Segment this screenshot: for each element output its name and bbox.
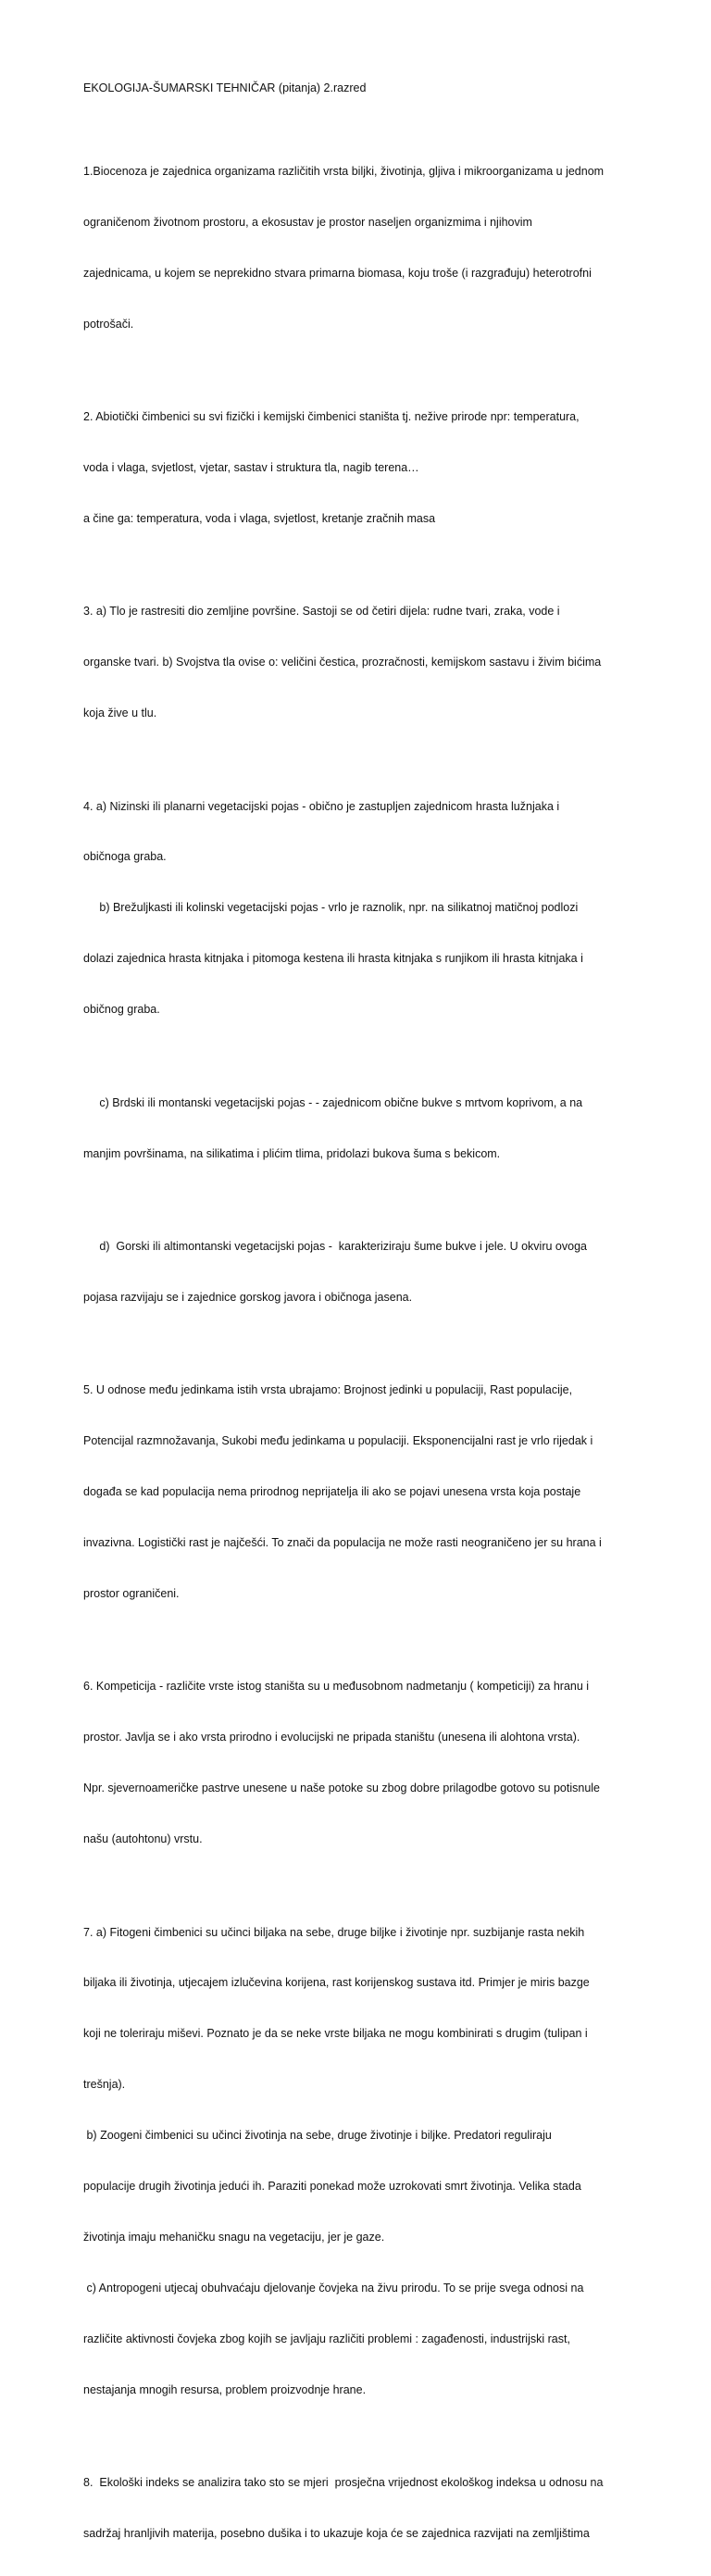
text-line: običnoga graba. (83, 850, 167, 864)
text-line: d) Gorski ili altimontanski vegetacijski pojas - karakteriziraju šume bukve i jele. U okviru ovoga (83, 1240, 587, 1253)
text-line: 1.Biocenoza je zajednica organizama različitih vrsta biljki, životinja, gljiva i mikroorganizama u jednom (83, 164, 605, 178)
text-line: zajednicama, u kojem se neprekidno stvara primarna biomasa, koju troše (i razgrađuju) heterotrofni (83, 266, 592, 280)
text-line: populacije drugih životinja jedući ih. Paraziti ponekad može uzrokovati smrt životinja. Velika stada (83, 2180, 581, 2194)
text-line: c) Brdski ili montanski vegetacijski pojas - - zajednicom obične bukve s mrtvom koprivom, a na (83, 1095, 583, 1109)
text-line: 8. Ekološki indeks se analizira tako sto se mjeri prosječna vrijednost ekološkog indeksa u odnosu na (83, 2476, 604, 2490)
text-line: b) Brežuljkasti ili kolinski vegetacijski pojas - vrlo je raznolik, npr. na silikatnoj matičnoj podlozi (83, 901, 579, 915)
text-line: 4. a) Nizinski ili planarni vegetacijski pojas - obično je zastupljen zajednicom hrasta lužnjaka i (83, 799, 560, 813)
paragraph-4 (83, 764, 628, 1052)
paragraph-5 (83, 1348, 628, 1636)
text-line: nestajanja mnogih resursa, problem proizvodnje hrane. (83, 2382, 367, 2396)
text-line: trešnja). (83, 2078, 126, 2092)
text-line: sadržaj hranljivih materija, posebno dušika i to ukazuje koja će se zajednica razvijati na zemljištima (83, 2526, 590, 2540)
text-line: različite aktivnosti čovjeka zbog kojih se javljaju različiti problemi : zagađenosti, industrijski rast, (83, 2332, 570, 2345)
text-line: prostor. Javlja se i ako vrsta prirodno i evolucijski ne pripada staništu (unesena ili alohtona vrsta). (83, 1731, 580, 1744)
text-line: manjim površinama, na silikatima i plićim tlima, pridolazi bukova šuma s bekicom. (83, 1146, 501, 1160)
text-line: običnog graba. (83, 1003, 160, 1017)
text-line: Potencijal razmnožavanja, Sukobi među jedinkama u populaciji. Eksponencijalni rast je vrlo rijedak i (83, 1434, 593, 1448)
text-line: c) Antropogeni utjecaj obuhvaćaju djelovanje čovjeka na živu prirodu. To se prije svega odnosi na (83, 2281, 584, 2295)
text-line: biljaka ili životinja, utjecajem izlučevina korijena, rast korijenskog sustava itd. Primjer je miris bazge (83, 1976, 590, 1990)
text-line: 7. a) Fitogeni čimbenici su učinci biljaka na sebe, druge biljke i životinje npr. suzbijanje rasta nekih (83, 1925, 585, 1939)
text-line: organske tvari. b) Svojstva tla ovise o: veličini čestica, prozračnosti, kemijskom sastavu i živim bićima (83, 656, 602, 669)
paragraph-2 (83, 374, 628, 560)
paragraph-3 (83, 569, 628, 756)
text-line: koja žive u tlu. (83, 707, 157, 720)
text-line: događa se kad populacija nema prirodnog neprijatelja ili ako se pojavi unesena vrsta koja postaje (83, 1485, 581, 1499)
paragraph-1 (83, 129, 628, 366)
paragraph-8 (83, 2440, 628, 2575)
document-title: EKOLOGIJA-ŠUMARSKI TEHNIČAR (pitanja) 2.razred (83, 81, 367, 94)
paragraph-4d (83, 1204, 628, 1339)
text-line: 2. Abiotički čimbenici su svi fizički i kemijski čimbenici staništa tj. nežive prirode npr: temperatura, (83, 410, 580, 424)
text-line: životinja imaju mehaničku snagu na vegetaciju, jer je gaze. (83, 2230, 385, 2244)
text-line: 6. Kompeticija - različite vrste istog staništa su u međusobnom nadmetanju ( kompeticiji) za hranu i (83, 1680, 590, 1694)
text-line: potrošači. (83, 317, 134, 331)
text-line: koji ne toleriraju miševi. Poznato je da se neke vrste biljaka ne mogu kombinirati s drugim (tulipan i (83, 2027, 588, 2041)
text-line: ograničenom životnom prostoru, a ekosustav je prostor naseljen organizmima i njihovim (83, 215, 532, 229)
text-line: Npr. sjevernoameričke pastrve unesene u naše potoke su zbog dobre prilagodbe gotovo su potisnule (83, 1782, 600, 1795)
text-line: 3. a) Tlo je rastresiti dio zemljine površine. Sastoji se od četiri dijela: rudne tvari, zraka, vode i (83, 605, 560, 619)
paragraph-6 (83, 1644, 628, 1882)
text-line: voda i vlaga, svjetlost, vjetar, sastav i struktura tla, nagib terena… (83, 460, 419, 474)
text-line: a čine ga: temperatura, voda i vlaga, svjetlost, kretanje zračnih masa (83, 511, 436, 525)
text-line: prostor ograničeni. (83, 1586, 180, 1600)
paragraph-7 (83, 1890, 628, 2432)
text-line: našu (autohtonu) vrstu. (83, 1832, 203, 1846)
text-line: pojasa razvijaju se i zajednice gorskog javora i običnoga jasena. (83, 1290, 413, 1304)
text-line: 5. U odnose među jedinkama istih vrsta ubrajamo: Brojnost jedinki u populaciji, Rast populacije, (83, 1383, 573, 1397)
text-line: dolazi zajednica hrasta kitnjaka i pitomoga kestena ili hrasta kitnjaka s runjikom ili hrasta kitnjaka i (83, 952, 583, 966)
text-line: invazivna. Logistički rast je najčešći. To znači da populacija ne može rasti neograničeno jer su hrana i (83, 1536, 602, 1550)
text-line: b) Zoogeni čimbenici su učinci životinja na sebe, druge životinje i biljke. Predatori reguliraju (83, 2129, 552, 2143)
paragraph-4c (83, 1060, 628, 1195)
